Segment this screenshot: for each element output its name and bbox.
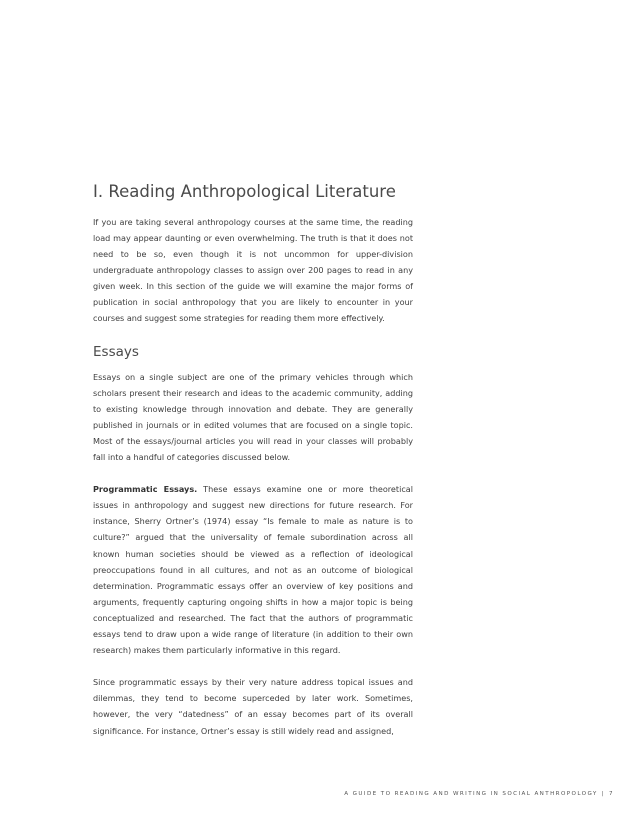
page-number: 7 xyxy=(609,791,614,797)
essays-paragraph: Essays on a single subject are one of the primary vehicles through which scholars present their research and ideas to the academic community, adding to existing knowledge through innovation and debate. They are generally published in journals or in edited volumes that are focused on a single topic. Most of the essays/journal articles you will read in your classes will probably fall into a handful of categories discussed below. xyxy=(93,371,413,463)
essays-heading: Essays xyxy=(93,344,139,361)
programmatic-followup-paragraph: Since programmatic essays by their very nature address topical issues and dilemmas, they tend to become superceded by later work. Sometimes, however, the very “datedness” of an essay becomes part of its overall significance. For instance, Ortner’s essay is still widely read and assigned, xyxy=(93,677,413,736)
footer-separator: | xyxy=(601,791,606,797)
main-content xyxy=(93,182,413,739)
intro-paragraph: If you are taking several anthropology courses at the same time, the reading load may appear daunting or even overwhelming. The truth is that it does not need to be so, even though it is not uncommon for upper-division undergraduate anthropology classes to assign over 200 pages to read in any given week. In this section of the guide we will examine the major forms of publication in social anthropology that you are likely to encounter in your courses and suggest some strategies for reading them more effectively. xyxy=(93,216,413,324)
footer-title: A GUIDE TO READING AND WRITING IN SOCIAL ANTHROPOLOGY xyxy=(344,791,598,797)
section-title: I. Reading Anthropological Literature xyxy=(93,182,396,201)
programmatic-essays-label: Programmatic Essays. xyxy=(93,484,198,495)
programmatic-essays-paragraph xyxy=(93,481,413,658)
page-footer xyxy=(344,791,614,797)
programmatic-essays-text: These essays examine one or more theoretical issues in anthropology and suggest new directions for future research. For instance, Sherry Ortner’s (1974) essay “Is female to male as nature is to culture?” argued that the universality of female subordination across all known human societies should be viewed as a reflection of ideological preoccupations found in all cultures, and not as an outcome of biological determination. Programmatic essays offer an overview of key positions and arguments, frequently capturing ongoing shifts in how a major topic is being conceptualized and researched. The fact that the authors of programmatic essays tend to draw upon a wide range of literature (in addition to their own research) makes them particularly informative in this regard. xyxy=(93,484,413,656)
